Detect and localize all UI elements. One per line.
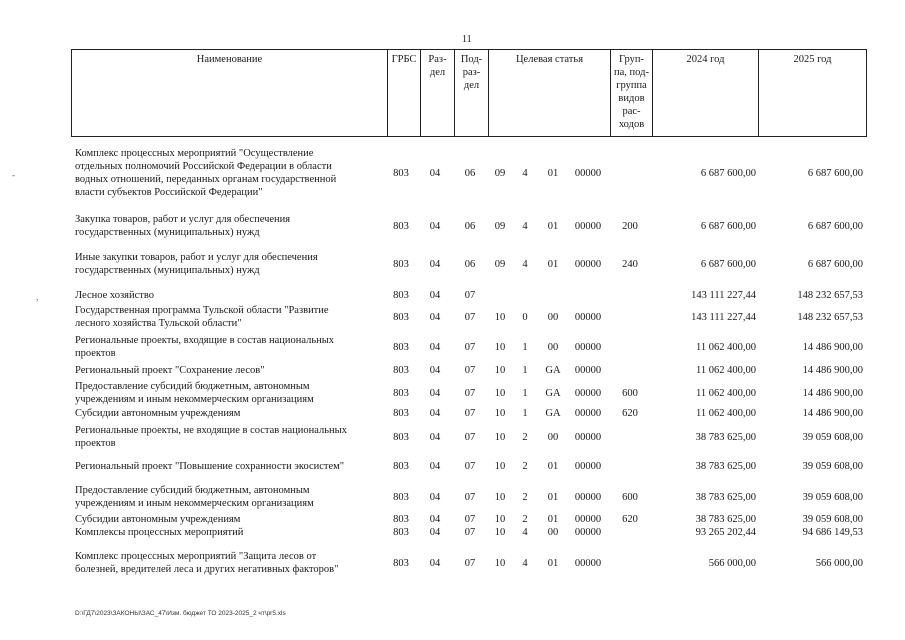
cell-target-type: 4 (522, 259, 528, 270)
cell-amount-2025: 39 059 608,00 (802, 514, 863, 525)
header-2024: 2024 год (652, 50, 758, 136)
table-row (0, 334, 905, 360)
row-name-line: государственных (муниципальных) нужд (75, 227, 260, 238)
cell-target-program: 10 (494, 408, 506, 419)
row-name-line: Субсидии автономным учреждениям (75, 408, 241, 419)
row-name-line: Комплексы процессных мероприятий (75, 527, 244, 538)
cell-target-structure: 01 (547, 492, 559, 503)
cell-razdel: 04 (429, 527, 441, 538)
cell-amount-2025: 6 687 600,00 (807, 259, 863, 270)
table-row (0, 513, 905, 526)
cell-amount-2025: 39 059 608,00 (802, 492, 863, 503)
cell-amount-2024: 38 783 625,00 (695, 432, 756, 443)
row-name (75, 407, 375, 420)
cell-target-type: 1 (522, 408, 528, 419)
cell-podrazdel: 07 (464, 342, 476, 353)
cell-target-structure: 00 (547, 342, 559, 353)
cell-razdel: 04 (429, 365, 441, 376)
row-name-line: Лесное хозяйство (75, 290, 154, 301)
row-name (75, 304, 375, 330)
cell-podrazdel: 07 (464, 312, 476, 323)
row-name-line: Региональные проекты, не входящие в состав национальных (75, 425, 347, 436)
row-name-line: отдельных полномочий Российской Федерации в области (75, 161, 332, 172)
cell-podrazdel: 06 (464, 221, 476, 232)
cell-target-program: 10 (494, 432, 506, 443)
row-name-line: власти субъектов Российской Федерации" (75, 187, 263, 198)
row-name-line: Региональный проект "Повышение сохранности экосистем" (75, 461, 345, 472)
header-podrazdel-line: Под- (460, 54, 483, 65)
row-name-line: болезней, вредителей леса и других негативных факторов" (75, 564, 339, 575)
table-row (0, 526, 905, 539)
cell-amount-2024: 11 062 400,00 (696, 408, 756, 419)
cell-target-direction: 00000 (574, 168, 602, 179)
cell-target-program: 10 (494, 492, 506, 503)
cell-target-type: 4 (522, 221, 528, 232)
row-name-line: Государственная программа Тульской области "Развитие (75, 305, 329, 316)
cell-target-program: 10 (494, 527, 506, 538)
cell-target-structure: 01 (547, 168, 559, 179)
cell-target-program: 10 (494, 388, 506, 399)
table-row (0, 147, 905, 199)
row-name-line: учреждениям и иным некоммерческим организациям (75, 394, 314, 405)
header-vr-line: Груп- (619, 54, 644, 65)
cell-grbs: 803 (393, 558, 409, 569)
cell-grbs: 803 (393, 365, 409, 376)
row-name-line: Предоставление субсидий бюджетным, автономным (75, 485, 310, 496)
cell-razdel: 04 (429, 388, 441, 399)
row-name-line: Закупка товаров, работ и услуг для обеспечения (75, 214, 291, 225)
row-name (75, 526, 375, 539)
row-name-line: Региональный проект "Сохранение лесов" (75, 365, 265, 376)
cell-target-structure: 01 (547, 221, 559, 232)
cell-amount-2024: 11 062 400,00 (696, 365, 756, 376)
cell-target-type: 0 (522, 312, 528, 323)
cell-grbs: 803 (393, 259, 409, 270)
table-row (0, 289, 905, 302)
table-row (0, 484, 905, 510)
cell-amount-2025: 14 486 900,00 (802, 342, 863, 353)
cell-target-program: 10 (494, 342, 506, 353)
cell-razdel: 04 (429, 168, 441, 179)
row-name-line: лесного хозяйства Тульской области" (75, 318, 242, 329)
cell-grbs: 803 (393, 221, 409, 232)
header-razdel-line: дел (429, 67, 446, 78)
cell-razdel: 04 (429, 408, 441, 419)
cell-podrazdel: 07 (464, 408, 476, 419)
row-name-line: Комплекс процессных мероприятий "Защита лесов от (75, 551, 317, 562)
cell-podrazdel: 07 (464, 492, 476, 503)
row-name (75, 380, 375, 406)
cell-target-type: 1 (522, 388, 528, 399)
cell-grbs: 803 (393, 492, 409, 503)
table-row (0, 213, 905, 239)
cell-amount-2025: 148 232 657,53 (797, 312, 863, 323)
cell-razdel: 04 (429, 432, 441, 443)
cell-grbs: 803 (393, 514, 409, 525)
cell-target-structure: GA (545, 388, 561, 399)
cell-amount-2024: 11 062 400,00 (696, 342, 756, 353)
cell-podrazdel: 07 (464, 388, 476, 399)
cell-grbs: 803 (393, 432, 409, 443)
row-name (75, 550, 375, 576)
cell-target-structure: GA (545, 408, 561, 419)
row-name-line: проектов (75, 438, 116, 449)
cell-target-direction: 00000 (574, 527, 602, 538)
cell-expense-group: 620 (622, 514, 638, 525)
cell-target-type: 2 (522, 432, 528, 443)
row-name-line: водных отношений, переданных органам государственной (75, 174, 337, 185)
cell-podrazdel: 06 (464, 259, 476, 270)
cell-amount-2024: 38 783 625,00 (695, 492, 756, 503)
cell-grbs: 803 (393, 312, 409, 323)
header-podrazdel-line: раз- (462, 67, 481, 78)
cell-target-type: 2 (522, 461, 528, 472)
cell-target-direction: 00000 (574, 432, 602, 443)
cell-target-type: 4 (522, 558, 528, 569)
cell-target-direction: 00000 (574, 259, 602, 270)
header-podrazdel-line: дел (463, 80, 480, 91)
cell-razdel: 04 (429, 290, 441, 301)
cell-grbs: 803 (393, 461, 409, 472)
cell-target-type: 1 (522, 342, 528, 353)
cell-amount-2024: 6 687 600,00 (700, 168, 756, 179)
cell-target-program: 09 (494, 221, 506, 232)
row-name-line: государственных (муниципальных) нужд (75, 265, 260, 276)
row-name (75, 147, 375, 199)
cell-podrazdel: 07 (464, 365, 476, 376)
table-row (0, 424, 905, 450)
table-row (0, 380, 905, 406)
cell-target-structure: GA (545, 365, 561, 376)
header-vr-line: рас- (622, 106, 641, 117)
cell-target-direction: 00000 (574, 461, 602, 472)
table-row (0, 550, 905, 576)
cell-target-direction: 00000 (574, 408, 602, 419)
table-row (0, 364, 905, 377)
cell-razdel: 04 (429, 558, 441, 569)
table-row (0, 407, 905, 420)
cell-amount-2025: 6 687 600,00 (807, 221, 863, 232)
cell-amount-2025: 14 486 900,00 (802, 388, 863, 399)
header-2025: 2025 год (758, 50, 866, 136)
cell-razdel: 04 (429, 461, 441, 472)
cell-grbs: 803 (393, 342, 409, 353)
cell-target-structure: 00 (547, 312, 559, 323)
table-row (0, 460, 905, 473)
header-grbs: ГРБС (387, 50, 420, 136)
cell-target-structure: 01 (547, 514, 559, 525)
cell-razdel: 04 (429, 514, 441, 525)
cell-target-program: 10 (494, 514, 506, 525)
header-vr-line: группа (616, 80, 647, 91)
cell-target-type: 2 (522, 514, 528, 525)
cell-target-direction: 00000 (574, 312, 602, 323)
cell-amount-2025: 39 059 608,00 (802, 432, 863, 443)
cell-target-program: 09 (494, 168, 506, 179)
cell-amount-2025: 6 687 600,00 (807, 168, 863, 179)
cell-grbs: 803 (393, 168, 409, 179)
file-path: D:\ГД7\2023\ЗАКОНЫ\ЗАС_47\Изм. бюджет ТО 2023-2025_2 чт\pr5.xls (75, 610, 286, 617)
cell-target-direction: 00000 (574, 365, 602, 376)
cell-amount-2025: 14 486 900,00 (802, 408, 863, 419)
cell-razdel: 04 (429, 342, 441, 353)
cell-amount-2024: 143 111 227,44 (691, 290, 756, 301)
cell-amount-2025: 14 486 900,00 (802, 365, 863, 376)
cell-target-program: 09 (494, 259, 506, 270)
cell-expense-group: 600 (622, 492, 638, 503)
row-name-line: Региональные проекты, входящие в состав национальных (75, 335, 335, 346)
cell-target-structure: 00 (547, 527, 559, 538)
cell-grbs: 803 (393, 388, 409, 399)
cell-target-direction: 00000 (574, 558, 602, 569)
cell-podrazdel: 07 (464, 527, 476, 538)
cell-podrazdel: 07 (464, 558, 476, 569)
row-name-line: проектов (75, 348, 116, 359)
row-name (75, 334, 375, 360)
cell-target-structure: 01 (547, 558, 559, 569)
cell-expense-group: 600 (622, 388, 638, 399)
cell-amount-2024: 143 111 227,44 (691, 312, 756, 323)
cell-target-program: 10 (494, 312, 506, 323)
cell-amount-2025: 94 686 149,53 (802, 527, 863, 538)
cell-target-program: 10 (494, 365, 506, 376)
cell-podrazdel: 07 (464, 432, 476, 443)
cell-amount-2024: 38 783 625,00 (695, 461, 756, 472)
cell-target-type: 1 (522, 365, 528, 376)
cell-razdel: 04 (429, 221, 441, 232)
row-name (75, 513, 375, 526)
cell-amount-2024: 6 687 600,00 (700, 221, 756, 232)
cell-amount-2024: 6 687 600,00 (700, 259, 756, 270)
cell-target-structure: 01 (547, 259, 559, 270)
cell-target-program: 10 (494, 461, 506, 472)
cell-podrazdel: 06 (464, 168, 476, 179)
row-name-line: Субсидии автономным учреждениям (75, 514, 241, 525)
row-name (75, 484, 375, 510)
cell-amount-2025: 39 059 608,00 (802, 461, 863, 472)
cell-target-structure: 00 (547, 432, 559, 443)
cell-razdel: 04 (429, 312, 441, 323)
cell-amount-2025: 148 232 657,53 (797, 290, 863, 301)
cell-expense-group: 240 (622, 259, 638, 270)
row-name-line: Комплекс процессных мероприятий "Осуществление (75, 148, 314, 159)
cell-target-direction: 00000 (574, 492, 602, 503)
row-name (75, 364, 375, 377)
cell-podrazdel: 07 (464, 461, 476, 472)
cell-target-type: 2 (522, 492, 528, 503)
cell-target-direction: 00000 (574, 388, 602, 399)
row-name (75, 289, 375, 302)
cell-target-direction: 00000 (574, 514, 602, 525)
cell-target-direction: 00000 (574, 221, 602, 232)
header-target: Целевая статья (488, 50, 610, 136)
cell-target-direction: 00000 (574, 342, 602, 353)
cell-amount-2024: 38 783 625,00 (695, 514, 756, 525)
table-row (0, 304, 905, 330)
cell-amount-2025: 566 000,00 (815, 558, 863, 569)
cell-target-structure: 01 (547, 461, 559, 472)
cell-target-type: 4 (522, 168, 528, 179)
row-name-line: учреждениям и иным некоммерческим организациям (75, 498, 314, 509)
cell-razdel: 04 (429, 492, 441, 503)
cell-target-program: 10 (494, 558, 506, 569)
cell-target-type: 4 (522, 527, 528, 538)
row-name (75, 213, 375, 239)
table-row (0, 251, 905, 277)
header-vr-line: па, под- (614, 67, 649, 78)
cell-razdel: 04 (429, 259, 441, 270)
header-vr-line: ходов (618, 119, 645, 130)
cell-amount-2024: 11 062 400,00 (696, 388, 756, 399)
header-vr-line: видов (618, 93, 645, 104)
header-razdel-line: Раз- (428, 54, 447, 65)
cell-amount-2024: 566 000,00 (708, 558, 756, 569)
row-name (75, 251, 375, 277)
row-name (75, 424, 375, 450)
row-name-line: Иные закупки товаров, работ и услуг для обеспечения (75, 252, 318, 263)
cell-grbs: 803 (393, 527, 409, 538)
page-number: 11 (462, 34, 472, 45)
header-name: Наименование (196, 54, 263, 65)
cell-podrazdel: 07 (464, 514, 476, 525)
cell-amount-2024: 93 265 202,44 (695, 527, 756, 538)
cell-expense-group: 620 (622, 408, 638, 419)
cell-grbs: 803 (393, 290, 409, 301)
cell-podrazdel: 07 (464, 290, 476, 301)
row-name (75, 460, 375, 473)
margin-mark: - (12, 170, 15, 180)
cell-grbs: 803 (393, 408, 409, 419)
row-name-line: Предоставление субсидий бюджетным, автономным (75, 381, 310, 392)
margin-mark: , (36, 292, 39, 302)
cell-expense-group: 200 (622, 221, 638, 232)
